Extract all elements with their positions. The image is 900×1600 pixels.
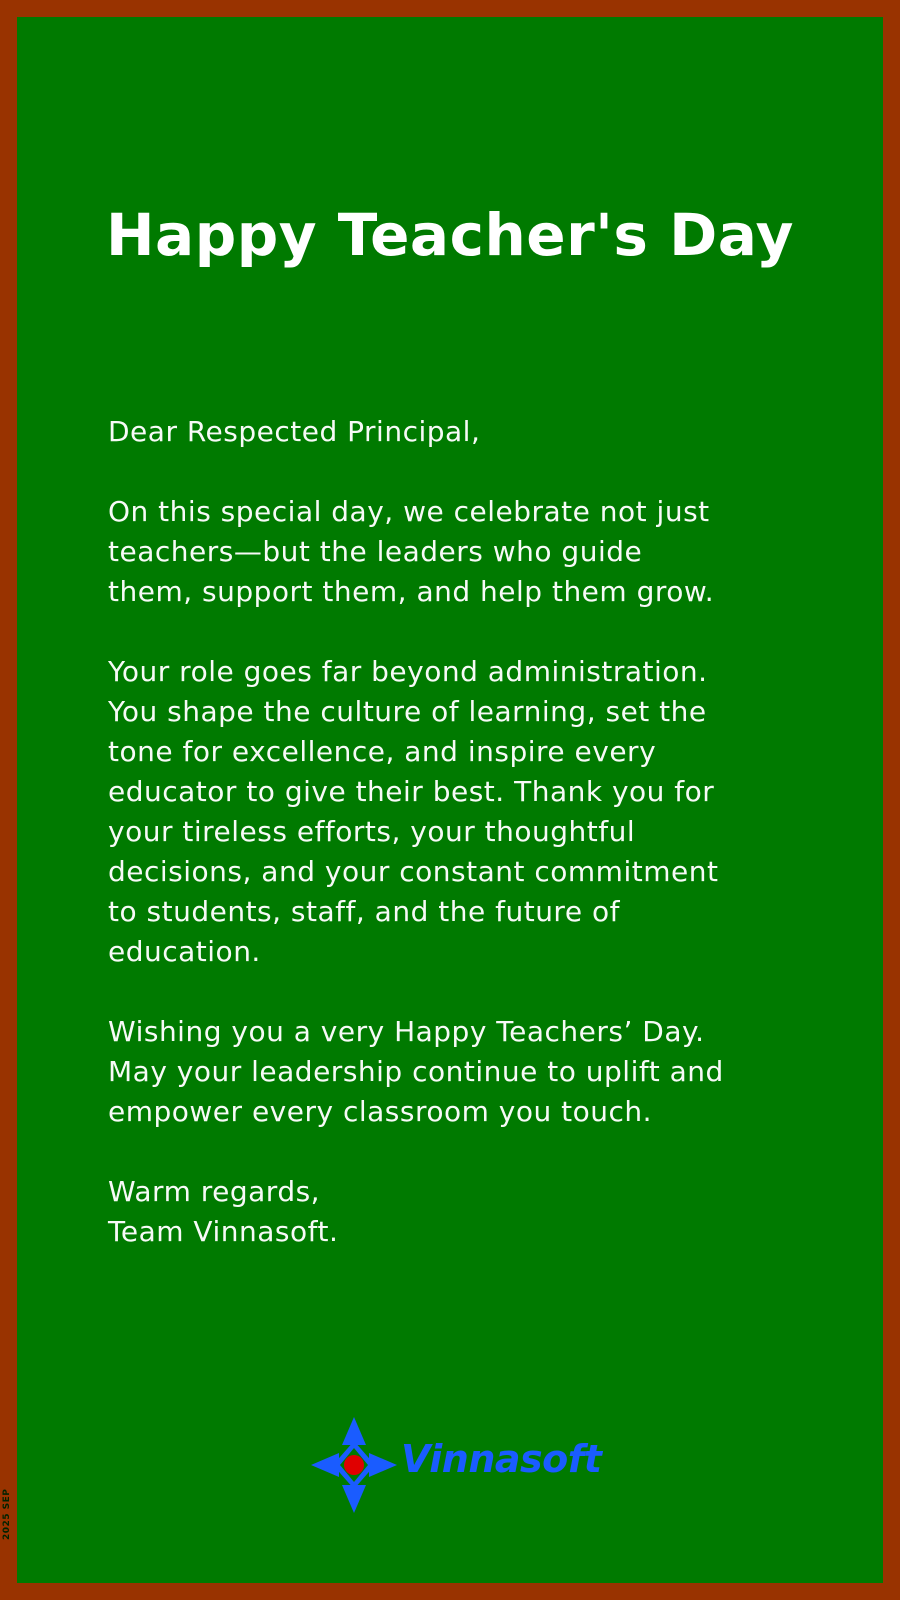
vinnasoft-logo [311, 1415, 601, 1515]
paragraph-line: On this special day, we celebrate not just [108, 495, 710, 528]
paragraph-line: teachers—but the leaders who guide [108, 535, 643, 568]
date-mark: 2025 SEP [2, 1488, 12, 1540]
paragraph-line: tone for excellence, and inspire every [108, 735, 657, 768]
paragraph-line: You shape the culture of learning, set the [108, 695, 707, 728]
paragraph-line: Wishing you a very Happy Teachers’ Day. [108, 1015, 705, 1048]
compass-star-icon [311, 1415, 401, 1515]
paragraph-line: May your leadership continue to uplift and [108, 1055, 724, 1088]
paragraph-line: to students, staff, and the future of [108, 895, 620, 928]
greeting-line: Dear Respected Principal, [108, 415, 481, 448]
card-title: Happy Teacher's Day [106, 201, 794, 269]
paragraph-line: empower every classroom you touch. [108, 1095, 653, 1128]
paragraph-line: them, support them, and help them grow. [108, 575, 715, 608]
letter-paragraph-2 [108, 652, 808, 972]
letter-signoff [108, 1172, 808, 1252]
letter-body [108, 412, 808, 1252]
letter-paragraph-1 [108, 492, 808, 612]
logo-wordmark: Vinnasoft [401, 1437, 602, 1481]
signoff-line: Warm regards, [108, 1175, 321, 1208]
letter-greeting [108, 412, 808, 452]
paragraph-line: education. [108, 935, 261, 968]
letter-paragraph-3 [108, 1012, 808, 1132]
paragraph-line: decisions, and your constant commitment [108, 855, 719, 888]
greeting-card [17, 17, 883, 1583]
paragraph-line: your tireless efforts, your thoughtful [108, 815, 636, 848]
paragraph-line: educator to give their best. Thank you for [108, 775, 715, 808]
signature-line: Team Vinnasoft. [108, 1215, 339, 1248]
paragraph-line: Your role goes far beyond administration. [108, 655, 708, 688]
